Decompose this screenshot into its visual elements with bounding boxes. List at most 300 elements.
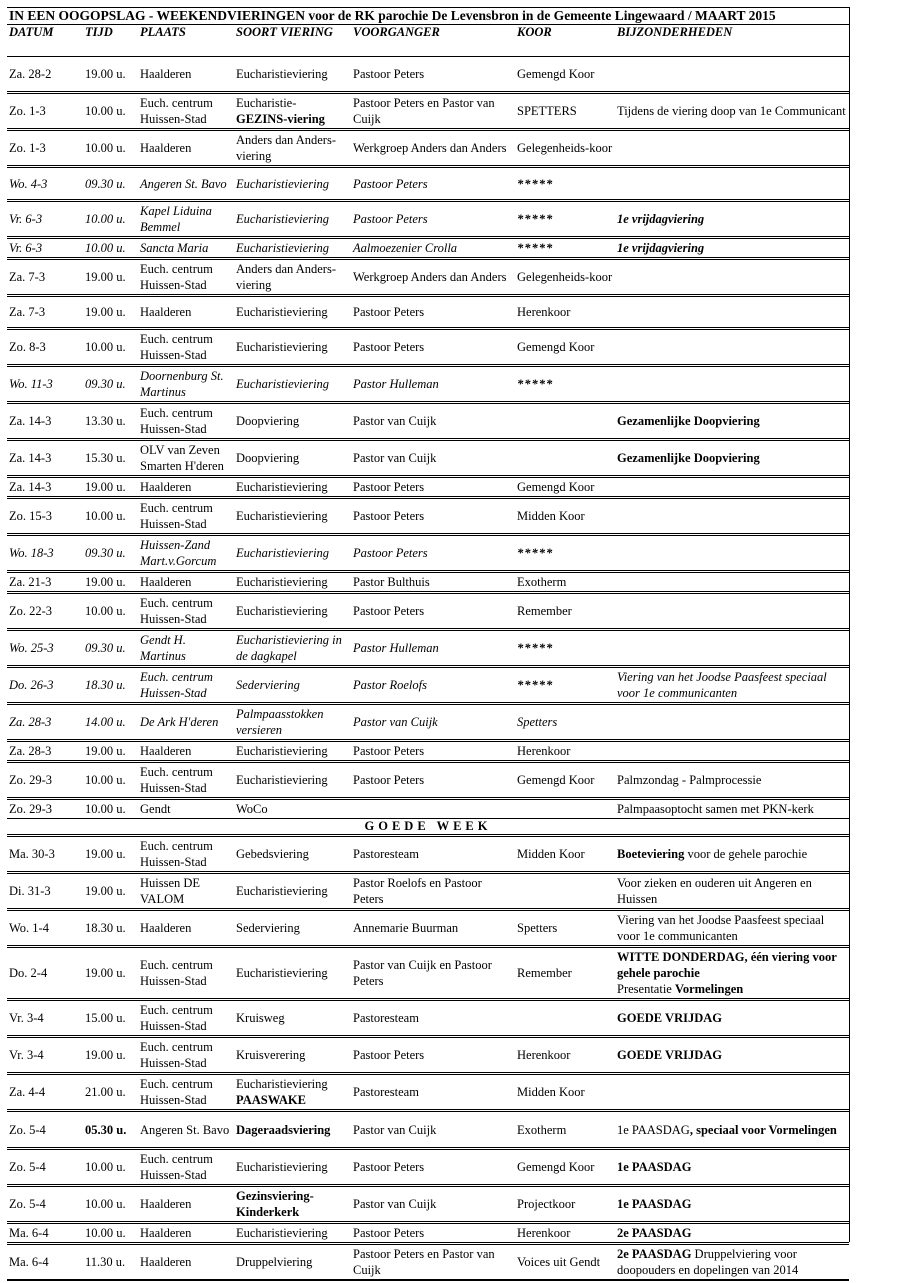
cell-koor: ***** — [515, 238, 615, 259]
cell-datum: Za. 14-3 — [7, 440, 83, 477]
soort-text: Druppelviering — [236, 1255, 313, 1269]
section-row — [7, 819, 849, 836]
cell-soort: Eucharistieviering — [234, 201, 351, 238]
cell-koor: Exotherm — [515, 572, 615, 593]
cell-soort — [234, 1037, 351, 1074]
cell-plaats: Euch. centrum Huissen-Stad — [138, 593, 234, 630]
cell-bijz: Palmzondag - Palmprocessie — [615, 762, 849, 799]
cell-tijd: 19.00 u. — [83, 741, 138, 762]
cell-plaats: Euch. centrum Huissen-Stad — [138, 1000, 234, 1037]
cell-plaats: Haalderen — [138, 477, 234, 498]
cell-plaats: Doornenburg St. Martinus — [138, 366, 234, 403]
soort-text: Kruisverering — [236, 1048, 306, 1062]
cell-soort: Eucharistieviering — [234, 572, 351, 593]
cell-plaats: Sancta Maria — [138, 238, 234, 259]
cell-datum: Vr. 3-4 — [7, 1037, 83, 1074]
cell-plaats: Euch. centrum Huissen-Stad — [138, 1074, 234, 1111]
cell-plaats: Haalderen — [138, 1186, 234, 1223]
cell-voorganger: Pastoor Peters — [351, 741, 515, 762]
cell-datum: Zo. 22-3 — [7, 593, 83, 630]
cell-voorganger: Pastoor Peters en Pastor van Cuijk — [351, 1244, 515, 1281]
cell-bijz — [615, 1000, 849, 1037]
header-voorganger: VOORGANGER — [351, 25, 515, 57]
cell-plaats: Haalderen — [138, 130, 234, 167]
table-row — [7, 910, 849, 947]
cell-datum: Vr. 6-3 — [7, 201, 83, 238]
cell-soort: Eucharistieviering — [234, 498, 351, 535]
cell-soort: Doopviering — [234, 403, 351, 440]
cell-koor: Spetters — [515, 704, 615, 741]
table-row — [7, 57, 849, 93]
bijz-bold: GOEDE VRIJDAG — [617, 1011, 722, 1025]
cell-soort: Anders dan Anders-viering — [234, 259, 351, 296]
cell-koor: Midden Koor — [515, 498, 615, 535]
table-row — [7, 440, 849, 477]
bijz-text: 1e PAASDAG — [617, 1122, 690, 1137]
cell-datum: Ma. 6-4 — [7, 1244, 83, 1281]
cell-plaats: Euch. centrum Huissen-Stad — [138, 836, 234, 873]
cell-soort — [234, 1149, 351, 1186]
cell-bijz: Tijdens de viering doop van 1e Communicant — [615, 93, 849, 130]
cell-tijd: 13.30 u. — [83, 403, 138, 440]
table-row — [7, 1111, 849, 1149]
cell-voorganger: Pastoor Peters — [351, 1149, 515, 1186]
table-row — [7, 366, 849, 403]
cell-datum: Zo. 29-3 — [7, 799, 83, 819]
cell-datum: Di. 31-3 — [7, 873, 83, 910]
header-row — [7, 25, 849, 57]
table-row — [7, 535, 849, 572]
cell-voorganger: Pastor van Cuijk — [351, 440, 515, 477]
cell-plaats: Euch. centrum Huissen-Stad — [138, 329, 234, 366]
table-row — [7, 572, 849, 593]
cell-soort — [234, 1244, 351, 1281]
cell-voorganger: Pastor Hulleman — [351, 366, 515, 403]
cell-plaats: Haalderen — [138, 296, 234, 329]
header-plaats: PLAATS — [138, 25, 234, 57]
bijz-bold: 2e PAASDAG — [617, 1247, 692, 1261]
cell-voorganger: Pastor van Cuijk — [351, 1111, 515, 1149]
cell-datum: Zo. 15-3 — [7, 498, 83, 535]
cell-voorganger: Pastor Bulthuis — [351, 572, 515, 593]
cell-bijz: 1e vrijdagviering — [615, 238, 849, 259]
soort-text: Eucharistieviering — [236, 1226, 328, 1240]
cell-tijd: 19.00 u. — [83, 57, 138, 93]
table-row — [7, 873, 849, 910]
cell-bijz — [615, 535, 849, 572]
page-title: IN EEN OOGOPSLAG - WEEKENDVIERINGEN voor de RK parochie De Levensbron in de Gemeente Lingewaard / MAART 2015 — [7, 7, 849, 25]
cell-soort — [234, 1111, 351, 1149]
cell-datum: Wo. 11-3 — [7, 366, 83, 403]
cell-voorganger: Pastoor Peters — [351, 167, 515, 201]
cell-voorganger: Werkgroep Anders dan Anders — [351, 259, 515, 296]
cell-koor: Midden Koor — [515, 836, 615, 873]
cell-tijd: 05.30 u. — [83, 1111, 138, 1149]
cell-datum: Vr. 3-4 — [7, 1000, 83, 1037]
cell-voorganger: Pastoor Peters — [351, 57, 515, 93]
cell-soort: Eucharistieviering — [234, 593, 351, 630]
cell-bijz: 1e vrijdagviering — [615, 201, 849, 238]
cell-plaats: Euch. centrum Huissen-Stad — [138, 1037, 234, 1074]
header-tijd: TIJD — [83, 25, 138, 57]
cell-koor: Herenkoor — [515, 1223, 615, 1244]
cell-voorganger: Pastor Roelofs en Pastoor Peters — [351, 873, 515, 910]
cell-datum: Wo. 18-3 — [7, 535, 83, 572]
cell-koor — [515, 403, 615, 440]
soort-bold: Dageraadsviering — [236, 1122, 331, 1137]
cell-soort: Eucharistieviering — [234, 366, 351, 403]
cell-tijd: 10.00 u. — [83, 1223, 138, 1244]
soort-text: Eucharistieviering — [236, 966, 328, 980]
cell-soort — [234, 873, 351, 910]
cell-koor: Herenkoor — [515, 296, 615, 329]
cell-datum: Vr. 6-3 — [7, 238, 83, 259]
bijz-bold: GOEDE VRIJDAG — [617, 1048, 722, 1062]
cell-datum: Zo. 1-3 — [7, 93, 83, 130]
soort-text: Sederviering — [236, 921, 300, 935]
cell-bijz — [615, 947, 849, 1000]
schedule-sheet — [7, 7, 849, 1281]
cell-datum: Zo. 8-3 — [7, 329, 83, 366]
section-label: GOEDE WEEK — [7, 819, 849, 836]
cell-plaats: Gendt — [138, 799, 234, 819]
bijz-bold: WITTE DONDERDAG, één viering voor gehele parochie — [617, 950, 837, 980]
table-row — [7, 667, 849, 704]
cell-tijd: 10.00 u. — [83, 130, 138, 167]
header-soort: SOORT VIERING — [234, 25, 351, 57]
cell-koor: ***** — [515, 535, 615, 572]
cell-tijd: 10.00 u. — [83, 201, 138, 238]
cell-bijz — [615, 329, 849, 366]
soort-bold: Gezinsviering- Kinderkerk — [236, 1189, 314, 1219]
cell-koor: Spetters — [515, 910, 615, 947]
cell-tijd: 10.00 u. — [83, 238, 138, 259]
cell-datum: Zo. 5-4 — [7, 1149, 83, 1186]
cell-bijz — [615, 704, 849, 741]
soort-text: Gebedsviering — [236, 847, 309, 861]
cell-plaats: Euch. centrum Huissen-Stad — [138, 947, 234, 1000]
bijz-text: Druppelviering voor doopouders en dopelingen van 2014 — [617, 1247, 799, 1277]
cell-koor: Gemengd Koor — [515, 329, 615, 366]
cell-soort: Eucharistieviering — [234, 741, 351, 762]
cell-datum: Za. 28-3 — [7, 704, 83, 741]
cell-tijd: 10.00 u. — [83, 762, 138, 799]
cell-voorganger: Pastor van Cuijk en Pastoor Peters — [351, 947, 515, 1000]
cell-bijz — [615, 1186, 849, 1223]
cell-datum: Za. 28-3 — [7, 741, 83, 762]
cell-soort: Eucharistieviering — [234, 535, 351, 572]
table-row — [7, 130, 849, 167]
cell-plaats: OLV van Zeven Smarten H'deren — [138, 440, 234, 477]
cell-koor: Exotherm — [515, 1111, 615, 1149]
soort-part: Eucharistie- — [236, 96, 297, 110]
cell-tijd: 10.00 u. — [83, 329, 138, 366]
cell-soort: Doopviering — [234, 440, 351, 477]
table-row — [7, 1223, 849, 1244]
cell-datum: Wo. 25-3 — [7, 630, 83, 667]
cell-voorganger: Pastor Hulleman — [351, 630, 515, 667]
table-row — [7, 799, 849, 819]
cell-koor: ***** — [515, 667, 615, 704]
cell-datum: Zo. 1-3 — [7, 130, 83, 167]
cell-tijd: 19.00 u. — [83, 477, 138, 498]
cell-voorganger — [351, 799, 515, 819]
cell-bijz — [615, 259, 849, 296]
bijz-text: Voor zieken en ouderen uit Angeren en Huissen — [617, 876, 812, 906]
bijz-text: voor de gehele parochie — [684, 847, 808, 861]
soort-text: Eucharistieviering — [236, 1077, 328, 1091]
cell-tijd: 15.00 u. — [83, 1000, 138, 1037]
cell-datum: Do. 26-3 — [7, 667, 83, 704]
cell-koor: Gemengd Koor — [515, 762, 615, 799]
cell-tijd: 10.00 u. — [83, 593, 138, 630]
cell-tijd: 10.00 u. — [83, 93, 138, 130]
cell-bijz — [615, 1223, 849, 1244]
cell-datum: Zo. 5-4 — [7, 1111, 83, 1149]
cell-tijd: 19.00 u. — [83, 296, 138, 329]
cell-soort — [234, 947, 351, 1000]
cell-koor: Midden Koor — [515, 1074, 615, 1111]
bijz-bold: Boeteviering — [617, 847, 685, 861]
cell-soort: Sederviering — [234, 667, 351, 704]
cell-bijz: Gezamenlijke Doopviering — [615, 440, 849, 477]
table-row — [7, 1074, 849, 1111]
cell-voorganger: Pastoresteam — [351, 1074, 515, 1111]
cell-koor: Herenkoor — [515, 1037, 615, 1074]
table-row — [7, 593, 849, 630]
soort-text: Eucharistieviering — [236, 1160, 328, 1174]
cell-bijz — [615, 477, 849, 498]
bijz-bold: 2e PAASDAG — [617, 1226, 692, 1240]
cell-tijd: 15.30 u. — [83, 440, 138, 477]
cell-bijz: Viering van het Joodse Paasfeest speciaal voor 1e communicanten — [615, 667, 849, 704]
cell-voorganger: Pastoor Peters — [351, 1223, 515, 1244]
cell-datum: Za. 14-3 — [7, 403, 83, 440]
cell-voorganger: Pastoor Peters — [351, 593, 515, 630]
cell-voorganger: Aalmoezenier Crolla — [351, 238, 515, 259]
table-row — [7, 259, 849, 296]
cell-koor: Voices uit Gendt — [515, 1244, 615, 1281]
bijz-bold: , speciaal voor Vormelingen — [689, 1122, 837, 1137]
table-row — [7, 296, 849, 329]
bijz-bold: 1e PAASDAG — [617, 1197, 692, 1211]
cell-datum: Do. 2-4 — [7, 947, 83, 1000]
cell-bijz — [615, 741, 849, 762]
cell-tijd: 11.30 u. — [83, 1244, 138, 1281]
cell-datum: Za. 4-4 — [7, 1074, 83, 1111]
cell-tijd: 19.00 u. — [83, 259, 138, 296]
cell-bijz — [615, 572, 849, 593]
cell-koor — [515, 1000, 615, 1037]
cell-plaats: Euch. centrum Huissen-Stad — [138, 403, 234, 440]
cell-datum: Za. 7-3 — [7, 296, 83, 329]
cell-plaats: Euch. centrum Huissen-Stad — [138, 93, 234, 130]
cell-voorganger: Pastoor Peters — [351, 477, 515, 498]
cell-voorganger: Pastoor Peters — [351, 535, 515, 572]
cell-bijz — [615, 296, 849, 329]
cell-datum: Za. 21-3 — [7, 572, 83, 593]
cell-voorganger: Pastoor Peters — [351, 201, 515, 238]
cell-soort — [234, 836, 351, 873]
cell-soort — [234, 1186, 351, 1223]
cell-bijz — [615, 57, 849, 93]
table-row — [7, 630, 849, 667]
cell-soort: Eucharistieviering — [234, 477, 351, 498]
cell-bijz — [615, 836, 849, 873]
cell-voorganger: Pastoor Peters — [351, 296, 515, 329]
cell-voorganger: Werkgroep Anders dan Anders — [351, 130, 515, 167]
cell-koor: Remember — [515, 947, 615, 1000]
cell-soort — [234, 93, 351, 130]
cell-datum: Zo. 5-4 — [7, 1186, 83, 1223]
cell-plaats: Angeren St. Bavo — [138, 1111, 234, 1149]
cell-soort: Anders dan Anders-viering — [234, 130, 351, 167]
table-row — [7, 329, 849, 366]
cell-plaats: Haalderen — [138, 741, 234, 762]
table-row — [7, 1037, 849, 1074]
cell-koor: Gemengd Koor — [515, 1149, 615, 1186]
cell-soort — [234, 1223, 351, 1244]
cell-datum: Zo. 29-3 — [7, 762, 83, 799]
cell-bijz — [615, 130, 849, 167]
cell-datum: Ma. 30-3 — [7, 836, 83, 873]
cell-soort: Eucharistieviering — [234, 238, 351, 259]
cell-plaats: Kapel Liduina Bemmel — [138, 201, 234, 238]
cell-tijd: 19.00 u. — [83, 873, 138, 910]
cell-koor: Gelegenheids-koor — [515, 130, 615, 167]
cell-tijd: 18.30 u. — [83, 910, 138, 947]
cell-bijz — [615, 1244, 849, 1281]
cell-soort — [234, 1000, 351, 1037]
cell-soort — [234, 1074, 351, 1111]
cell-soort — [234, 910, 351, 947]
cell-voorganger: Pastoor Peters en Pastor van Cuijk — [351, 93, 515, 130]
cell-voorganger: Pastor Roelofs — [351, 667, 515, 704]
cell-koor — [515, 440, 615, 477]
cell-tijd: 19.00 u. — [83, 1037, 138, 1074]
cell-tijd: 19.00 u. — [83, 572, 138, 593]
bijz-text: Presentatie — [617, 982, 675, 996]
cell-tijd: 09.30 u. — [83, 535, 138, 572]
cell-plaats: Huissen DE VALOM — [138, 873, 234, 910]
cell-voorganger: Pastor van Cuijk — [351, 704, 515, 741]
cell-tijd: 10.00 u. — [83, 498, 138, 535]
cell-datum: Za. 14-3 — [7, 477, 83, 498]
cell-koor: Projectkoor — [515, 1186, 615, 1223]
cell-koor: ***** — [515, 630, 615, 667]
soort-text: Kruisweg — [236, 1011, 285, 1025]
cell-datum: Wo. 4-3 — [7, 167, 83, 201]
cell-tijd: 09.30 u. — [83, 366, 138, 403]
cell-datum: Ma. 6-4 — [7, 1223, 83, 1244]
cell-voorganger: Pastoor Peters — [351, 1037, 515, 1074]
table-row — [7, 1186, 849, 1223]
cell-plaats: De Ark H'deren — [138, 704, 234, 741]
cell-tijd: 10.00 u. — [83, 1186, 138, 1223]
cell-bijz — [615, 167, 849, 201]
bijz-text: Viering van het Joodse Paasfeest speciaal voor 1e communicanten — [617, 913, 825, 943]
header-bijzonderheden: BIJZONDERHEDEN — [615, 25, 849, 57]
table-row — [7, 201, 849, 238]
header-datum: DATUM — [7, 25, 83, 57]
cell-tijd: 14.00 u. — [83, 704, 138, 741]
table-row — [7, 167, 849, 201]
cell-tijd: 10.00 u. — [83, 1149, 138, 1186]
table-row — [7, 498, 849, 535]
cell-plaats: Huissen-Zand Mart.v.Gorcum — [138, 535, 234, 572]
cell-datum: Wo. 1-4 — [7, 910, 83, 947]
cell-koor: Remember — [515, 593, 615, 630]
cell-datum: Za. 7-3 — [7, 259, 83, 296]
header-koor: KOOR — [515, 25, 615, 57]
cell-voorganger: Pastoor Peters — [351, 498, 515, 535]
cell-plaats: Euch. centrum Huissen-Stad — [138, 259, 234, 296]
cell-plaats: Euch. centrum Huissen-Stad — [138, 762, 234, 799]
cell-koor: Herenkoor — [515, 741, 615, 762]
cell-soort: Eucharistieviering — [234, 329, 351, 366]
cell-tijd: 10.00 u. — [83, 799, 138, 819]
cell-plaats: Haalderen — [138, 1223, 234, 1244]
cell-bijz — [615, 1149, 849, 1186]
cell-voorganger: Pastoor Peters — [351, 762, 515, 799]
cell-tijd: 19.00 u. — [83, 836, 138, 873]
cell-datum: Za. 28-2 — [7, 57, 83, 93]
cell-plaats: Haalderen — [138, 572, 234, 593]
cell-bijz — [615, 630, 849, 667]
cell-bijz — [615, 873, 849, 910]
cell-bijz: Palmpaasoptocht samen met PKN-kerk — [615, 799, 849, 819]
cell-tijd: 18.30 u. — [83, 667, 138, 704]
cell-plaats: Euch. centrum Huissen-Stad — [138, 498, 234, 535]
bijz-bold: Vormelingen — [674, 982, 744, 996]
cell-koor: ***** — [515, 201, 615, 238]
cell-tijd: 09.30 u. — [83, 167, 138, 201]
table-row — [7, 836, 849, 873]
cell-koor — [515, 799, 615, 819]
schedule-table — [7, 25, 849, 1281]
soort-text: Eucharistieviering — [236, 884, 328, 898]
cell-koor — [515, 873, 615, 910]
table-row — [7, 947, 849, 1000]
cell-plaats: Haalderen — [138, 1244, 234, 1281]
cell-soort: Eucharistieviering — [234, 167, 351, 201]
schedule-body — [7, 57, 849, 1281]
cell-plaats: Haalderen — [138, 910, 234, 947]
cell-koor: ***** — [515, 366, 615, 403]
right-border — [849, 7, 850, 1242]
cell-bijz — [615, 1037, 849, 1074]
cell-plaats: Angeren St. Bavo — [138, 167, 234, 201]
cell-tijd: 21.00 u. — [83, 1074, 138, 1111]
cell-plaats: Gendt H. Martinus — [138, 630, 234, 667]
cell-soort: Eucharistieviering in de dagkapel — [234, 630, 351, 667]
cell-bijz — [615, 593, 849, 630]
cell-koor: Gelegenheids-koor — [515, 259, 615, 296]
cell-koor: ***** — [515, 167, 615, 201]
cell-bijz — [615, 366, 849, 403]
cell-voorganger: Pastor van Cuijk — [351, 1186, 515, 1223]
cell-voorganger: Pastoor Peters — [351, 329, 515, 366]
cell-soort: Eucharistieviering — [234, 57, 351, 93]
table-row — [7, 238, 849, 259]
cell-soort: Eucharistieviering — [234, 296, 351, 329]
cell-bijz: Gezamenlijke Doopviering — [615, 403, 849, 440]
cell-bijz — [615, 498, 849, 535]
table-row — [7, 93, 849, 130]
table-row — [7, 1149, 849, 1186]
cell-koor: SPETTERS — [515, 93, 615, 130]
cell-bijz — [615, 1074, 849, 1111]
